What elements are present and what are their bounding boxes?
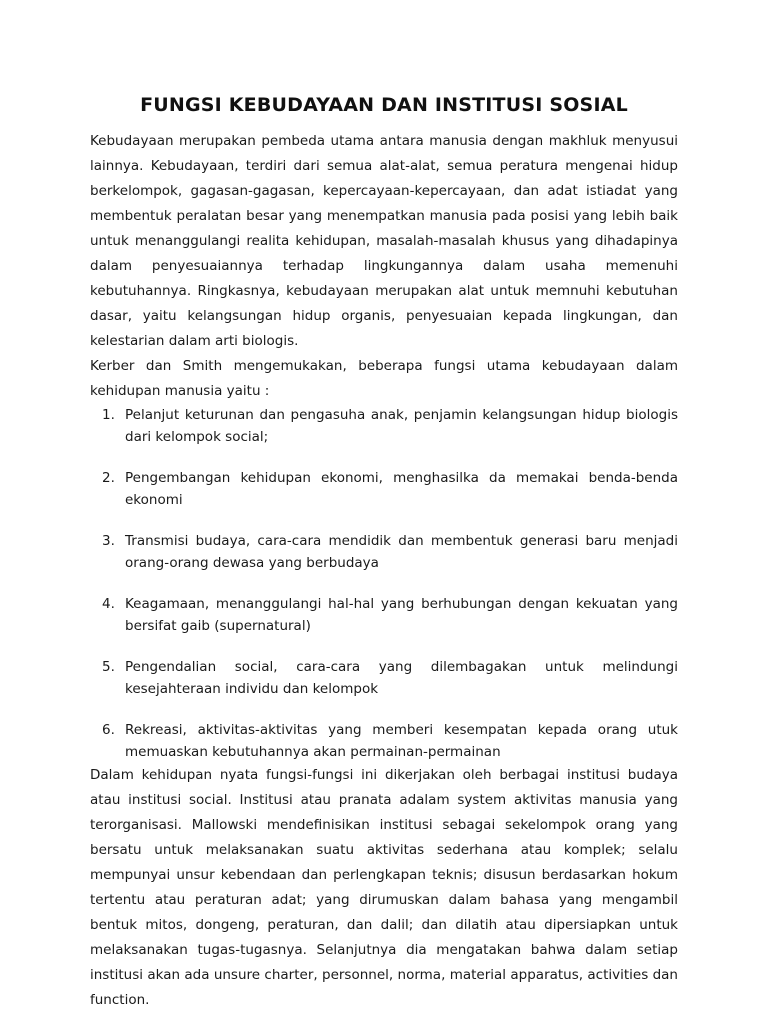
list-item	[102, 656, 678, 700]
intro-paragraph: Kebudayaan merupakan pembeda utama antara manusia dengan makhluk menyusui lainnya. Kebudayaan, terdiri dari semua alat-alat, semua peratura mengenai hidup berkelompok, gagasan-gagasan, kepercayaan-kepercayaan, dan adat istiadat yang membentuk peralatan besar yang menempatkan manusia pada posisi yang lebih baik untuk menanggulangi realita kehidupan, masalah-masalah khusus yang dihadapinya dalam penyesuaiannya terhadap lingkungannya dalam usaha memenuhi kebutuhannya. Ringkasnya, kebudayaan merupakan alat untuk memnuhi kebutuhan dasar, yaitu kelangsungan hidup organis, penyesuaian kepada lingkungan, dan kelestarian dalam arti biologis.	[90, 133, 678, 349]
list-item-text: Pelanjut keturunan dan pengasuha anak, penjamin kelangsungan hidup biologis dari kelompok social;	[125, 407, 678, 445]
list-item	[102, 467, 678, 511]
list-item-number: 3.	[102, 533, 115, 549]
list-item-text: Pengembangan kehidupan ekonomi, menghasilka da memakai benda-benda ekonomi	[125, 470, 678, 508]
list-item-number: 2.	[102, 470, 115, 486]
list-item	[102, 593, 678, 637]
list-item-number: 5.	[102, 659, 115, 675]
document-page	[90, 0, 678, 1013]
culture-functions-list	[90, 404, 678, 763]
closing-paragraph: Dalam kehidupan nyata fungsi-fungsi ini dikerjakan oleh berbagai institusi budaya atau institusi social. Institusi atau pranata adalam system aktivitas manusia yang terorganisasi. Mallowski mendefinisikan institusi sebagai sekelompok orang yang bersatu untuk melaksanakan suatu aktivitas sederhana atau komplek; selalu mempunyai unsur kebendaan dan perlengkapan teknis; disusun berdasarkan hokum tertentu atau peraturan adat; yang dirumuskan dalam bahasa yang mengambil bentuk mitos, dongeng, peraturan, dan dalil; dan dilatih atau dipersiapkan untuk melaksanakan tugas-tugasnya. Selanjutnya dia mengatakan bahwa dalam setiap institusi akan ada unsure charter, personnel, norma, material apparatus, activities dan function.	[90, 767, 678, 1008]
list-intro-paragraph: Kerber dan Smith mengemukakan, beberapa fungsi utama kebudayaan dalam kehidupan manusia yaitu :	[90, 358, 678, 399]
list-item-text: Rekreasi, aktivitas-aktivitas yang memberi kesempatan kepada orang utuk memuaskan kebutuhannya akan permainan-permainan	[125, 722, 678, 760]
list-item-text: Transmisi budaya, cara-cara mendidik dan membentuk generasi baru menjadi orang-orang dewasa yang berbudaya	[125, 533, 678, 571]
list-item-number: 4.	[102, 596, 115, 612]
list-item-text: Pengendalian social, cara-cara yang dilembagakan untuk melindungi kesejahteraan individu dan kelompok	[125, 659, 678, 697]
document-title: FUNGSI KEBUDAYAAN DAN INSTITUSI SOSIAL	[140, 94, 628, 116]
list-item	[102, 404, 678, 448]
list-item-number: 6.	[102, 722, 115, 738]
list-item	[102, 719, 678, 763]
list-item-number: 1.	[102, 407, 115, 423]
list-item	[102, 530, 678, 574]
list-item-text: Keagamaan, menanggulangi hal-hal yang berhubungan dengan kekuatan yang bersifat gaib (supernatural)	[125, 596, 678, 634]
